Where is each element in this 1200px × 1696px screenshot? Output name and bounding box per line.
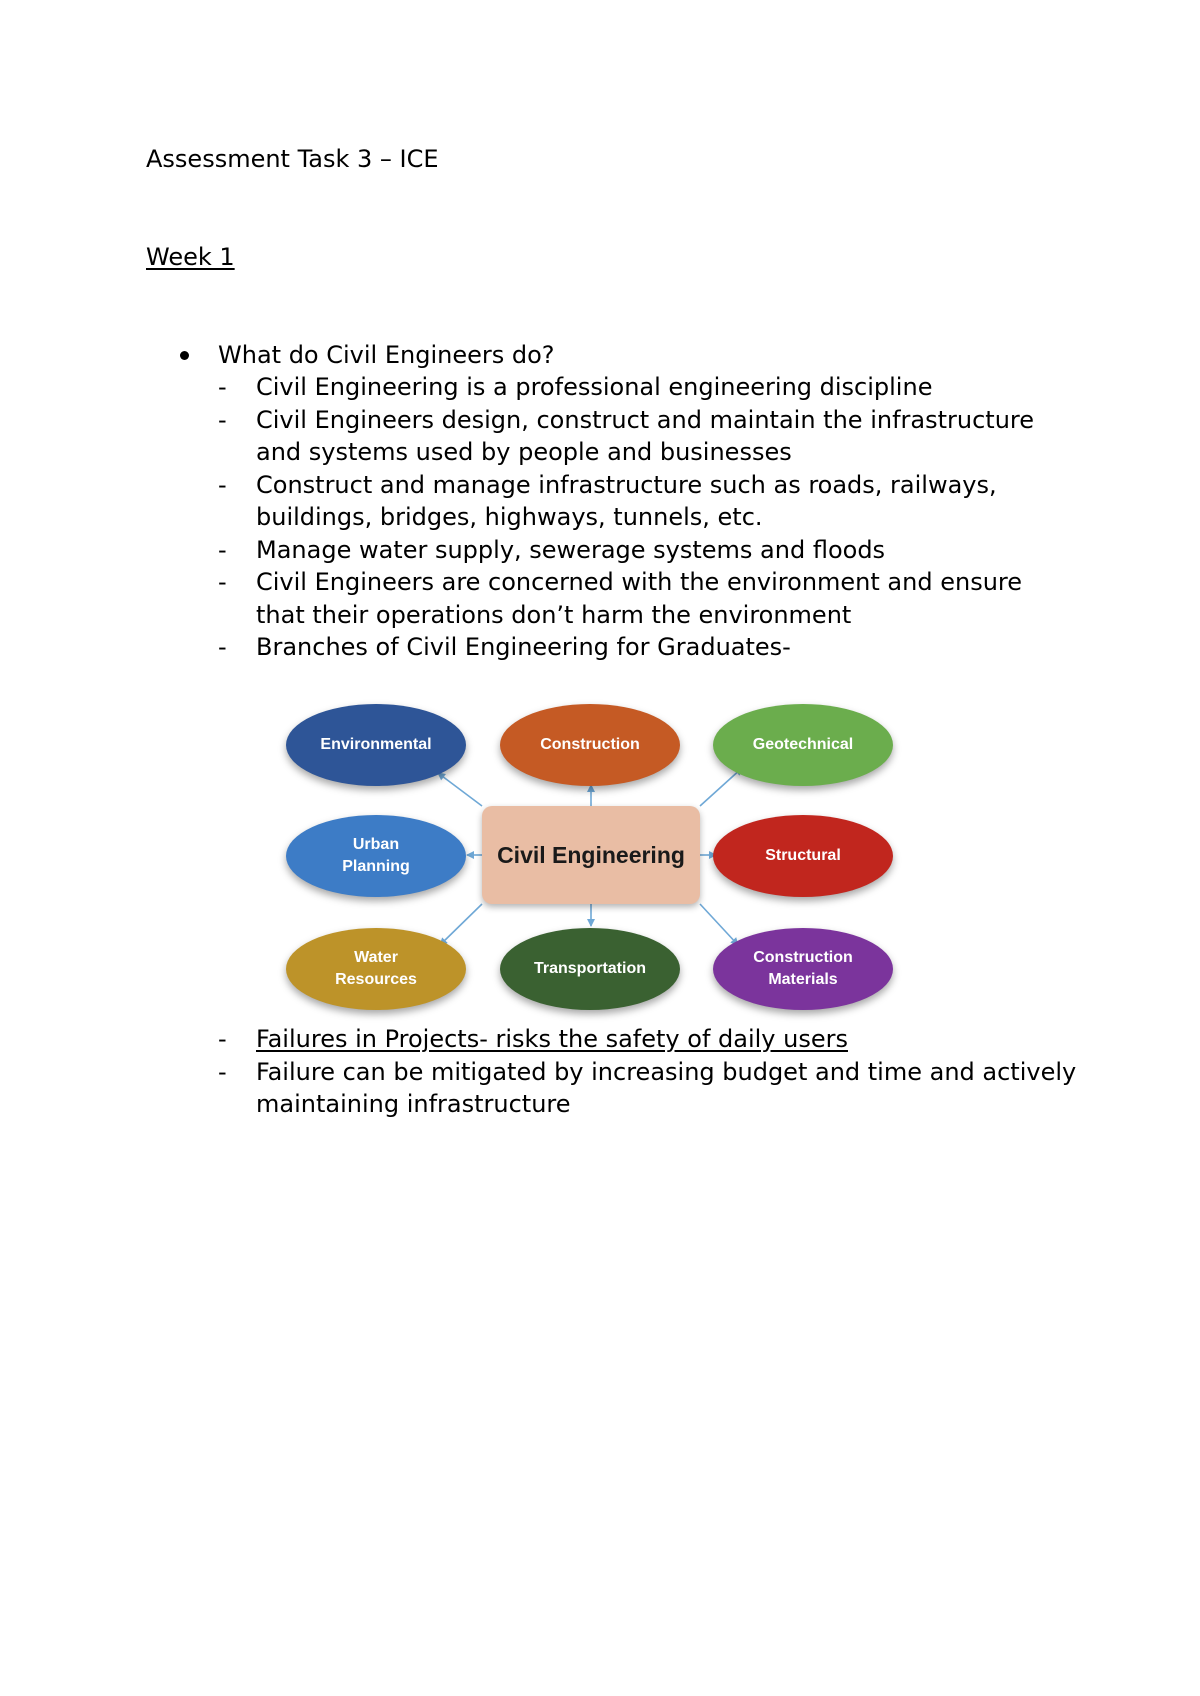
- node-label: Water Resources: [335, 949, 417, 988]
- list-item-text: Failures in Projects- risks the safety of daily users: [256, 1025, 848, 1053]
- node-geotechnical: [713, 704, 893, 786]
- page-title: Assessment Task 3 – ICE: [146, 145, 439, 173]
- list-item: [218, 534, 1078, 567]
- bullet-dot-icon: [180, 351, 189, 360]
- node-label: Urban Planning: [342, 836, 410, 875]
- list-item-text: Failure can be mitigated by increasing budget and time and actively maintaining infrastructure: [256, 1057, 1077, 1118]
- node-label: Structural: [765, 847, 841, 864]
- dash-list-after-diagram: [218, 1023, 1078, 1121]
- center-node-civil-engineering: [482, 806, 700, 904]
- node-label: Construction Materials: [753, 949, 853, 988]
- list-item: [218, 631, 1078, 664]
- list-item-text: Branches of Civil Engineering for Graduates-: [256, 633, 791, 661]
- node-construction: [500, 704, 680, 786]
- dash-marker: -: [218, 405, 227, 434]
- week-heading: Week 1: [146, 243, 235, 271]
- node-label: Transportation: [533, 960, 646, 977]
- node-structural: [713, 815, 893, 897]
- dash-marker: -: [218, 568, 227, 596]
- node-transportation: [500, 928, 680, 1010]
- arrow-geotechnical: [700, 768, 742, 806]
- node-urban-planning: [286, 815, 466, 897]
- list-item: [218, 404, 1078, 469]
- node-label: Environmental: [320, 736, 432, 753]
- node-label: Construction: [540, 736, 640, 753]
- node-environmental: [286, 704, 466, 786]
- list-item-text: Civil Engineers design, construct and maintain the infrastructure and systems used by people and businesses: [256, 405, 1035, 466]
- bullet-text: What do Civil Engineers do?: [218, 341, 555, 369]
- list-item-text: Civil Engineering is a professional engineering discipline: [256, 373, 933, 401]
- dash-marker: -: [218, 633, 227, 661]
- arrow-water-resources: [440, 904, 482, 945]
- branches-diagram: [280, 698, 900, 1010]
- dash-list: [218, 371, 1078, 664]
- dash-marker: -: [218, 535, 227, 564]
- list-item: [218, 1056, 1078, 1121]
- node-construction-materials: [713, 928, 893, 1010]
- list-item: [218, 469, 1078, 534]
- bullet-item: [180, 339, 555, 371]
- list-item: [218, 371, 1078, 404]
- dash-marker: -: [218, 1025, 227, 1053]
- arrow-environmental: [438, 773, 482, 806]
- list-item-text: Construct and manage infrastructure such as roads, railways, buildings, bridges, highways, tunnels, etc.: [256, 470, 997, 531]
- list-item: [218, 1023, 1078, 1056]
- dash-marker: -: [218, 1057, 227, 1086]
- list-item: [218, 566, 1078, 631]
- list-item-text: Civil Engineers are concerned with the environment and ensure that their operations don’t harm the environment: [256, 568, 1023, 629]
- dash-marker: -: [218, 373, 227, 401]
- node-water-resources: [286, 928, 466, 1010]
- dash-marker: -: [218, 470, 227, 499]
- center-label: Civil Engineering: [497, 841, 685, 868]
- list-item-text: Manage water supply, sewerage systems and floods: [256, 535, 886, 564]
- node-label: Geotechnical: [752, 736, 854, 753]
- arrow-construction-materials: [700, 904, 738, 945]
